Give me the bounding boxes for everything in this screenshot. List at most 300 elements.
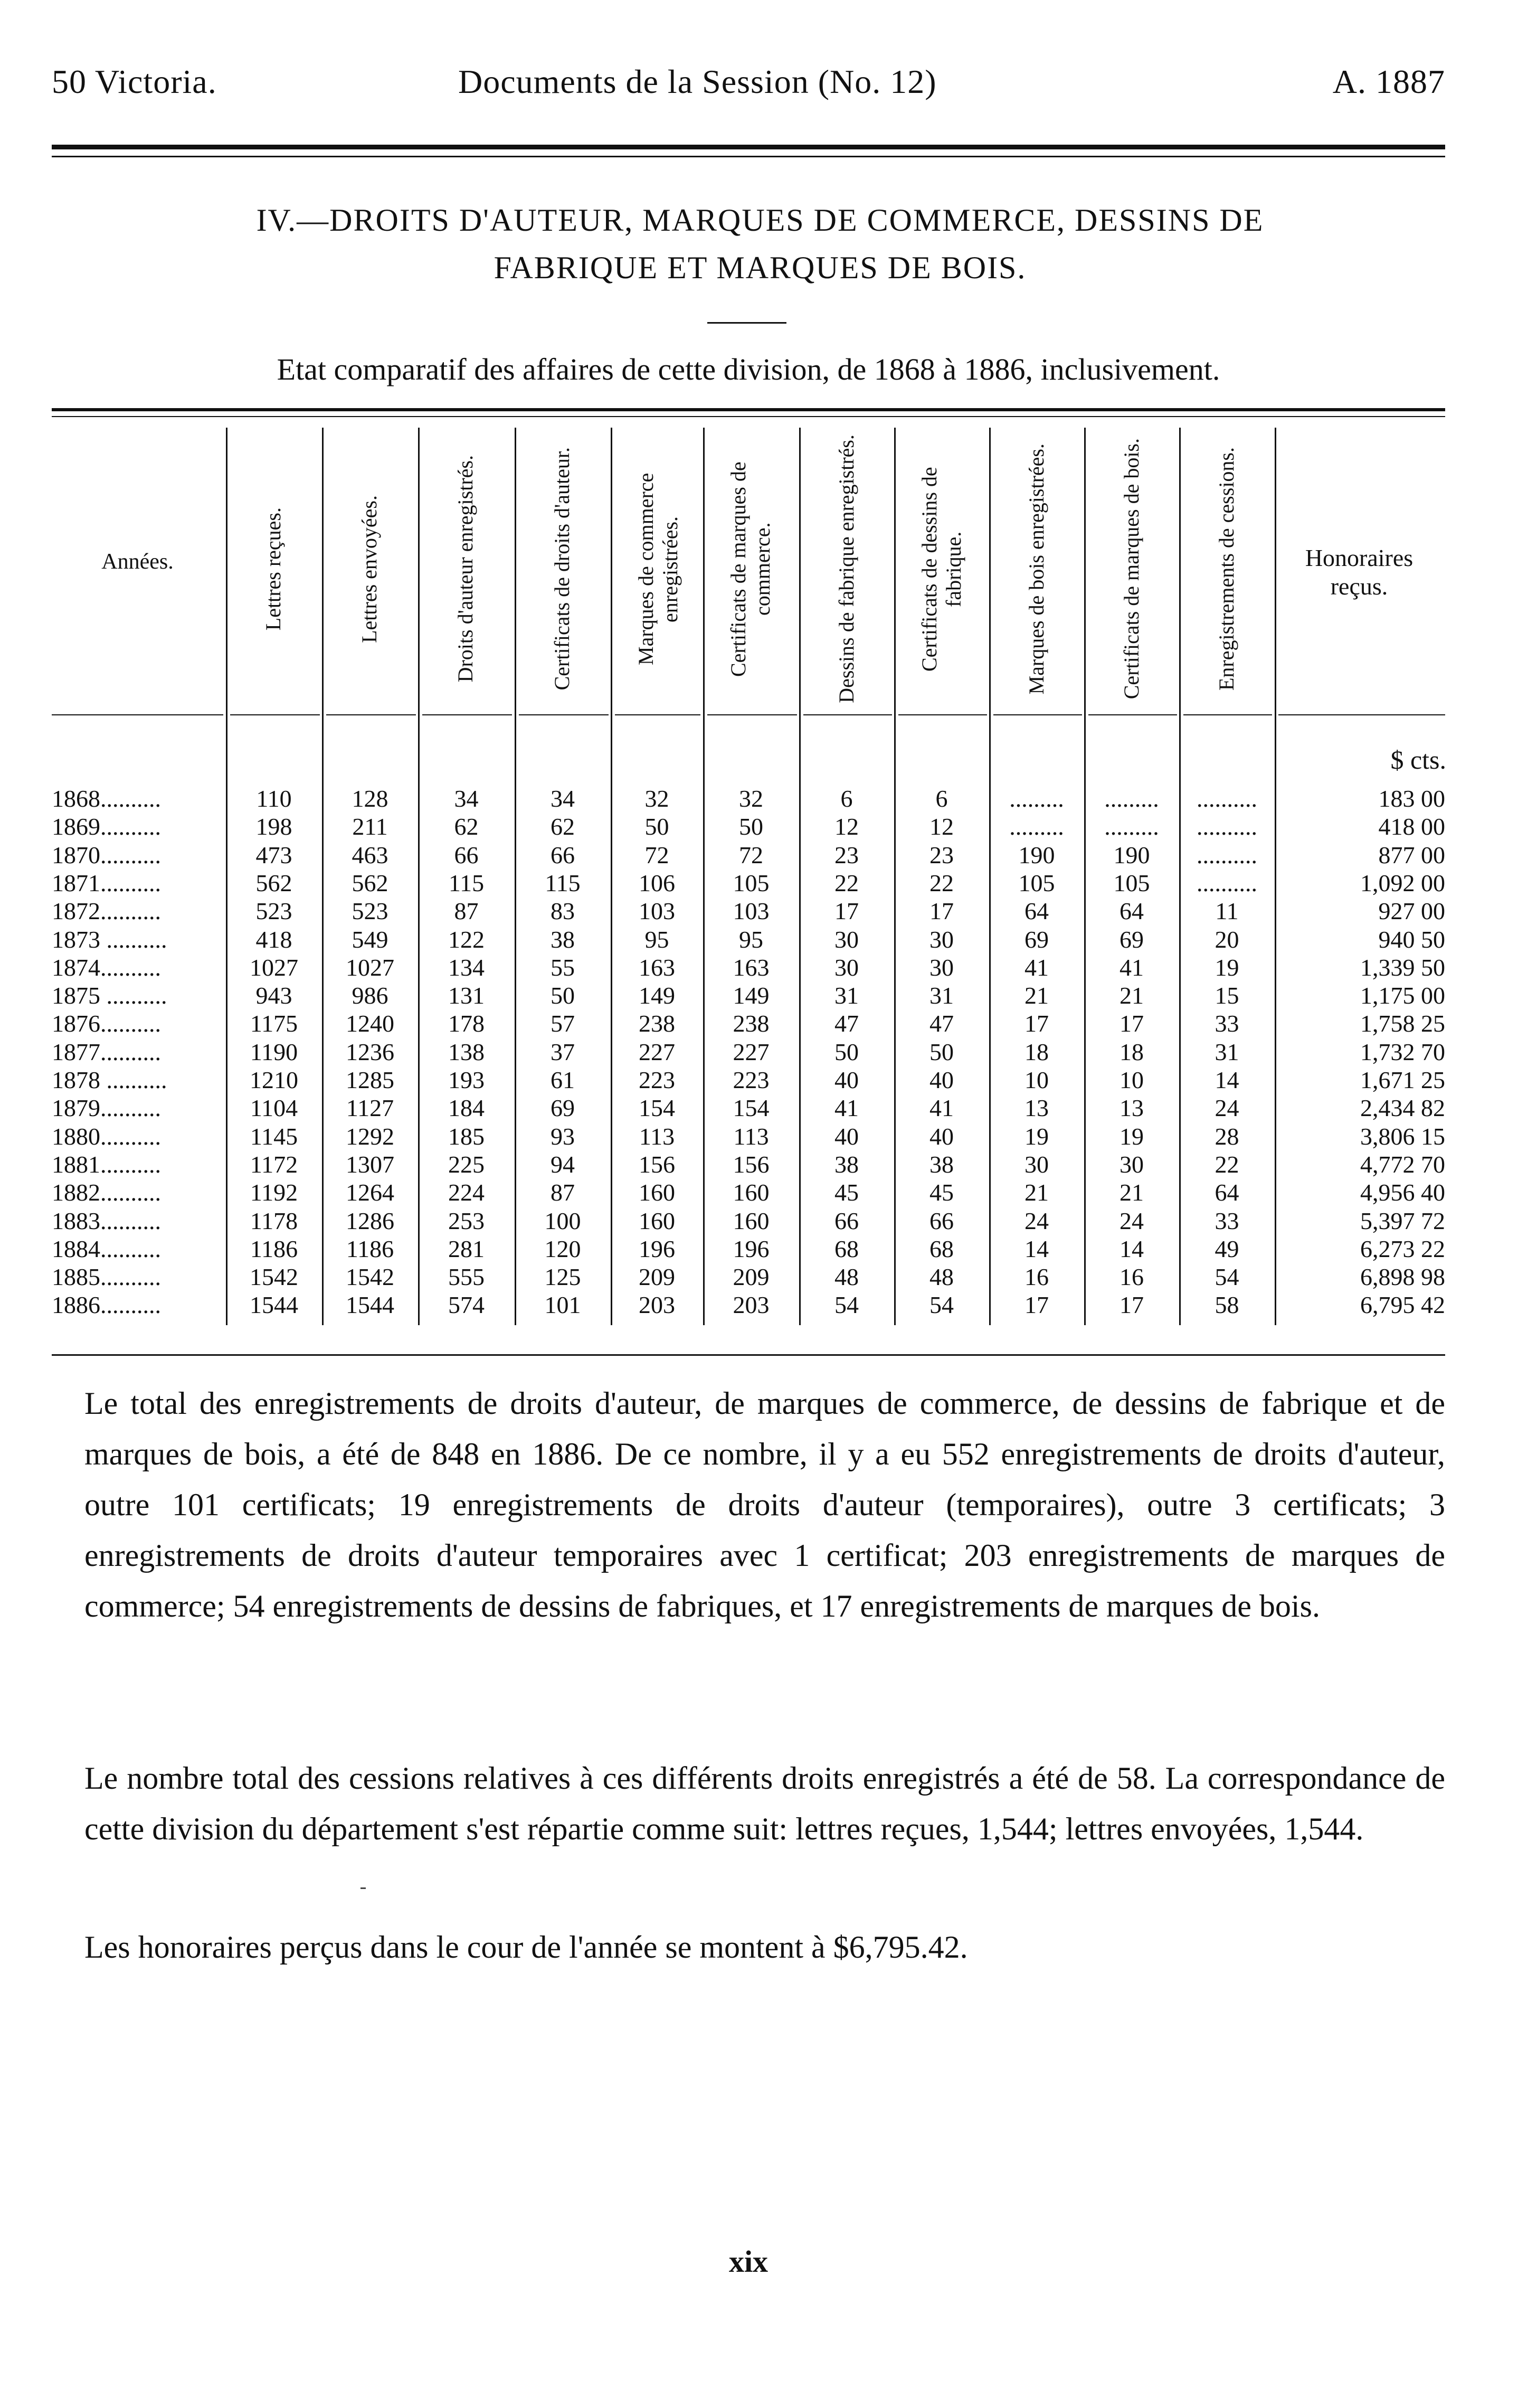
- table-cell: 163: [639, 954, 675, 981]
- table-cell: 160: [733, 1207, 770, 1234]
- years-column-header: Années.: [101, 550, 174, 574]
- column-header-label: Enregistrements de cessions.: [1215, 447, 1238, 691]
- table-cell: 1307: [346, 1151, 394, 1178]
- table-cell: ..........: [1197, 813, 1257, 840]
- table-cell: 6: [935, 785, 948, 812]
- year-cell: 1885..........: [52, 1263, 161, 1290]
- table-cell: 14: [1119, 1235, 1144, 1262]
- table-cell: 17: [929, 898, 954, 924]
- table-cell: 69: [551, 1094, 575, 1121]
- table-cell: 19: [1024, 1123, 1049, 1150]
- table-cell: 31: [834, 982, 859, 1009]
- header-underline: [1088, 714, 1177, 715]
- year-cell: 1875 ..........: [52, 982, 167, 1009]
- table-cell: 1544: [346, 1291, 394, 1318]
- table-cell: 10: [1024, 1066, 1049, 1093]
- table-cell: 38: [834, 1151, 859, 1178]
- table-cell: 50: [739, 813, 763, 840]
- column-header-label: Lettres reçues.: [261, 507, 285, 631]
- table-cell: 6: [840, 785, 853, 812]
- table-cell: 16: [1024, 1263, 1049, 1290]
- table-cell: 40: [929, 1066, 954, 1093]
- table-cell: 193: [448, 1066, 485, 1093]
- table-cell: 555: [448, 1263, 485, 1290]
- table-cell: 1192: [250, 1179, 298, 1206]
- table-cell: .........: [1104, 785, 1159, 812]
- table-bottom-rule: [52, 1354, 1445, 1356]
- table-cell: 32: [644, 785, 669, 812]
- table-cell: 14: [1215, 1066, 1239, 1093]
- year-cell: 1870..........: [52, 842, 161, 868]
- table-cell: 1175: [250, 1010, 298, 1037]
- fees-units: $ cts.: [1390, 745, 1446, 775]
- year-cell: 1873 ..........: [52, 926, 167, 953]
- table-cell: 1127: [346, 1094, 394, 1121]
- table-cell: 154: [639, 1094, 675, 1121]
- table-cell: 1236: [346, 1038, 394, 1065]
- table-cell: 64: [1215, 1179, 1239, 1206]
- fee-cell: 1,671 25: [1360, 1066, 1445, 1093]
- table-cell: 160: [733, 1179, 770, 1206]
- table-cell: 115: [448, 870, 485, 896]
- table-cell: 156: [733, 1151, 770, 1178]
- table-cell: 54: [1215, 1263, 1239, 1290]
- table-cell: 12: [834, 813, 859, 840]
- table-cell: 1285: [346, 1066, 394, 1093]
- table-cell: 549: [352, 926, 388, 953]
- table-cell: 523: [255, 898, 292, 924]
- table-cell: 156: [639, 1151, 675, 1178]
- page-number: xix: [728, 2244, 769, 2279]
- column-header-label: Certificats de dessins de fabrique.: [917, 466, 965, 672]
- table-cell: 87: [454, 898, 479, 924]
- year-cell: 1886..........: [52, 1291, 161, 1318]
- table-cell: 110: [256, 785, 292, 812]
- table-cell: 203: [639, 1291, 675, 1318]
- table-cell: 48: [834, 1263, 859, 1290]
- table-cell: 33: [1215, 1207, 1239, 1234]
- table-cell: 163: [733, 954, 770, 981]
- table-cell: 18: [1024, 1038, 1049, 1065]
- table-cell: 138: [448, 1038, 485, 1065]
- table-cell: 31: [1215, 1038, 1239, 1065]
- table-row: [0, 897, 1518, 926]
- table-cell: 196: [639, 1235, 675, 1262]
- table-cell: 68: [834, 1235, 859, 1262]
- table-cell: 49: [1215, 1235, 1239, 1262]
- column-header: [1187, 430, 1266, 707]
- column-header: [997, 430, 1076, 707]
- year-cell: 1880..........: [52, 1123, 161, 1150]
- fee-cell: 418 00: [1378, 813, 1445, 840]
- table-cell: 463: [352, 842, 388, 868]
- table-cell: 185: [448, 1123, 485, 1150]
- table-cell: 41: [1024, 954, 1049, 981]
- table-cell: 34: [454, 785, 479, 812]
- fee-cell: 4,772 70: [1360, 1151, 1445, 1178]
- table-cell: 1172: [250, 1151, 298, 1178]
- title-divider: [707, 322, 786, 324]
- fee-cell: 1,758 25: [1360, 1010, 1445, 1037]
- header-rule-thin: [52, 156, 1445, 157]
- table-cell: 106: [639, 870, 675, 896]
- column-header: [330, 430, 409, 707]
- year-cell: 1871..........: [52, 870, 161, 896]
- table-cell: 986: [352, 982, 388, 1009]
- table-cell: 23: [929, 842, 954, 868]
- table-cell: 55: [551, 954, 575, 981]
- fee-cell: 877 00: [1378, 842, 1445, 868]
- year-cell: 1884..........: [52, 1235, 161, 1262]
- table-cell: 68: [929, 1235, 954, 1262]
- header-underline: [803, 714, 892, 715]
- table-row: [0, 926, 1518, 954]
- fee-cell: 1,339 50: [1360, 954, 1445, 981]
- year-cell: 1882..........: [52, 1179, 161, 1206]
- table-cell: .........: [1104, 813, 1159, 840]
- table-cell: 30: [834, 926, 859, 953]
- header-underline: [707, 714, 797, 715]
- table-cell: 50: [644, 813, 669, 840]
- column-header-label: Certificats de marques de commerce.: [726, 461, 774, 677]
- table-row: [0, 1235, 1518, 1263]
- table-cell: 190: [1113, 842, 1150, 868]
- table-cell: 93: [551, 1123, 575, 1150]
- column-header: [523, 430, 602, 707]
- header-center: Documents de la Session (No. 12): [458, 63, 937, 100]
- table-cell: 69: [1119, 926, 1144, 953]
- table-cell: 31: [929, 982, 954, 1009]
- table-cell: 41: [1119, 954, 1144, 981]
- table-cell: 149: [733, 982, 770, 1009]
- table-cell: 418: [255, 926, 292, 953]
- table-cell: 19: [1119, 1123, 1144, 1150]
- section-title: [137, 196, 1383, 291]
- fee-cell: 3,806 15: [1360, 1123, 1445, 1150]
- table-cell: 41: [929, 1094, 954, 1121]
- table-cell: 122: [448, 926, 485, 953]
- running-header: [52, 62, 1445, 105]
- header-underline: [615, 714, 700, 715]
- table-cell: 17: [1119, 1010, 1144, 1037]
- table-cell: 13: [1119, 1094, 1144, 1121]
- table-row: [0, 1178, 1518, 1207]
- year-cell: 1874..........: [52, 954, 161, 981]
- table-cell: 1145: [250, 1123, 298, 1150]
- table-cell: 24: [1215, 1094, 1239, 1121]
- column-header: [807, 430, 886, 707]
- fee-cell: 1,732 70: [1360, 1038, 1445, 1065]
- table-row: [0, 813, 1518, 841]
- table-cell: 66: [834, 1207, 859, 1234]
- fee-cell: 6,898 98: [1360, 1263, 1445, 1290]
- header-underline: [52, 714, 223, 715]
- header-underline: [1183, 714, 1272, 715]
- fee-cell: 927 00: [1378, 898, 1445, 924]
- table-cell: 64: [1024, 898, 1049, 924]
- column-header: [711, 430, 790, 707]
- table-cell: 50: [551, 982, 575, 1009]
- table-cell: 574: [448, 1291, 485, 1318]
- table-cell: 227: [733, 1038, 770, 1065]
- table-cell: 238: [733, 1010, 770, 1037]
- table-cell: 13: [1024, 1094, 1049, 1121]
- table-cell: 30: [929, 954, 954, 981]
- column-header-label: Lettres envoyées.: [357, 495, 381, 643]
- table-cell: 1286: [346, 1207, 394, 1234]
- table-cell: 34: [551, 785, 575, 812]
- table-cell: 45: [834, 1179, 859, 1206]
- table-cell: 20: [1215, 926, 1239, 953]
- table-row: [0, 981, 1518, 1010]
- table-cell: 120: [544, 1235, 581, 1262]
- table-cell: 131: [448, 982, 485, 1009]
- table-row: [0, 1038, 1518, 1066]
- table-cell: 30: [929, 926, 954, 953]
- table-cell: 83: [551, 898, 575, 924]
- year-cell: 1877..........: [52, 1038, 161, 1065]
- table-cell: 19: [1215, 954, 1239, 981]
- table-cell: 209: [733, 1263, 770, 1290]
- header-underline: [898, 714, 987, 715]
- table-cell: 24: [1024, 1207, 1049, 1234]
- table-cell: 94: [551, 1151, 575, 1178]
- table-cell: 21: [1119, 982, 1144, 1009]
- table-cell: 184: [448, 1094, 485, 1121]
- table-cell: 37: [551, 1038, 575, 1065]
- table-cell: 30: [834, 954, 859, 981]
- column-header-label: Dessins de fabrique enregistrés.: [834, 435, 858, 703]
- table-cell: 10: [1119, 1066, 1144, 1093]
- table-cell: 1190: [250, 1038, 298, 1065]
- table-cell: 17: [1024, 1291, 1049, 1318]
- table-cell: 160: [639, 1179, 675, 1206]
- table-cell: 562: [352, 870, 388, 896]
- table-cell: 160: [639, 1207, 675, 1234]
- table-cell: 32: [739, 785, 763, 812]
- table-cell: 33: [1215, 1010, 1239, 1037]
- header-underline: [326, 714, 416, 715]
- table-cell: 17: [834, 898, 859, 924]
- table-cell: 103: [639, 898, 675, 924]
- table-caption: Etat comparatif des affaires de cette division, de 1868 à 1886, inclusivement.: [277, 352, 1220, 386]
- table-cell: 24: [1119, 1207, 1144, 1234]
- table-cell: 1542: [250, 1263, 298, 1290]
- table-cell: 21: [1024, 1179, 1049, 1206]
- fee-cell: 940 50: [1378, 926, 1445, 953]
- table-cell: 72: [739, 842, 763, 868]
- table-row: [0, 841, 1518, 870]
- year-cell: 1869..........: [52, 813, 161, 840]
- table-cell: 223: [639, 1066, 675, 1093]
- table-cell: 105: [1113, 870, 1150, 896]
- table-cell: 1292: [346, 1123, 394, 1150]
- fee-cell: 1,092 00: [1360, 870, 1445, 896]
- year-cell: 1872..........: [52, 898, 161, 924]
- table-top-rule: [52, 408, 1445, 411]
- table-row: [0, 1150, 1518, 1179]
- table-cell: 149: [639, 982, 675, 1009]
- table-cell: 1178: [250, 1207, 298, 1234]
- table-cell: 22: [1215, 1151, 1239, 1178]
- table-cell: 22: [834, 870, 859, 896]
- table-cell: 30: [1119, 1151, 1144, 1178]
- table-cell: 69: [1024, 926, 1049, 953]
- table-cell: 128: [352, 785, 388, 812]
- table-cell: 57: [551, 1010, 575, 1037]
- table-cell: 1544: [250, 1291, 298, 1318]
- table-cell: 48: [929, 1263, 954, 1290]
- table-cell: 11: [1215, 898, 1239, 924]
- table-cell: 113: [639, 1123, 675, 1150]
- table-cell: 12: [929, 813, 954, 840]
- table-cell: 224: [448, 1179, 485, 1206]
- table-cell: 225: [448, 1151, 485, 1178]
- header-left: 50 Victoria.: [52, 63, 217, 100]
- table-cell: 38: [929, 1151, 954, 1178]
- table-cell: 1542: [346, 1263, 394, 1290]
- column-header-label: Certificats de marques de bois.: [1119, 438, 1143, 700]
- table-cell: 50: [929, 1038, 954, 1065]
- paragraph-totals: Le total des enregistrements de droits d'auteur, de marques de commerce, de dessins de fabrique et de marques de bois, a été de 848 en 1886. De ce nombre, il y a eu 552 enregistrements de droits d'auteur, outre 101 certificats; 19 enregistrements de droits d'auteur (temporaires), outre 3 certificats; 3 enregistrements de droits d'auteur temporaires avec 1 certificat; 203 enregistrements de marques de commerce; 54 enregistrements de dessins de fabriques, et 17 enregistrements de marques de bois.: [84, 1386, 1445, 1623]
- column-header: [902, 430, 981, 707]
- table-cell: 23: [834, 842, 859, 868]
- year-cell: 1883..........: [52, 1207, 161, 1234]
- table-cell: 66: [551, 842, 575, 868]
- table-cell: 64: [1119, 898, 1144, 924]
- fee-cell: 6,273 22: [1360, 1235, 1445, 1262]
- table-cell: 103: [733, 898, 770, 924]
- table-cell: 196: [733, 1235, 770, 1262]
- table-cell: 40: [834, 1066, 859, 1093]
- column-header: [619, 430, 698, 707]
- table-cell: 30: [1024, 1151, 1049, 1178]
- table-row: [0, 785, 1518, 813]
- header-underline: [993, 714, 1082, 715]
- table-cell: 21: [1024, 982, 1049, 1009]
- table-top-rule-thin: [52, 416, 1445, 417]
- header-underline: [422, 714, 512, 715]
- year-cell: 1881..........: [52, 1151, 161, 1178]
- table-cell: 523: [352, 898, 388, 924]
- year-cell: 1878 ..........: [52, 1066, 167, 1093]
- table-cell: 58: [1215, 1291, 1239, 1318]
- table-cell: 105: [1018, 870, 1055, 896]
- header-rule-thick: [52, 145, 1445, 149]
- column-header: [426, 430, 505, 707]
- table-cell: 62: [551, 813, 575, 840]
- table-cell: 115: [545, 870, 581, 896]
- table-cell: 87: [551, 1179, 575, 1206]
- column-header: [1092, 430, 1171, 707]
- table-cell: 16: [1119, 1263, 1144, 1290]
- table-cell: .........: [1009, 813, 1064, 840]
- table-cell: 1210: [250, 1066, 298, 1093]
- table-row: [0, 1094, 1518, 1122]
- stray-mark: [360, 1887, 366, 1889]
- table-cell: 50: [834, 1038, 859, 1065]
- table-cell: 1186: [250, 1235, 298, 1262]
- table-cell: 190: [1018, 842, 1055, 868]
- table-cell: 45: [929, 1179, 954, 1206]
- table-cell: 40: [834, 1123, 859, 1150]
- year-cell: 1879..........: [52, 1094, 161, 1121]
- fee-cell: 4,956 40: [1360, 1179, 1445, 1206]
- table-cell: 62: [454, 813, 479, 840]
- column-header-label: Certificats de droits d'auteur.: [550, 447, 574, 691]
- paragraph-cessions: Le nombre total des cessions relatives à ces différents droits enregistrés a été de 58. La correspondance de cette division du département s'est répartie comme suit: lettres reçues, 1,544; lettres envoyées, 1,544.: [84, 1761, 1445, 1846]
- fee-cell: 2,434 82: [1360, 1094, 1445, 1121]
- column-header-label: Marques de bois enregistrées.: [1024, 443, 1048, 695]
- table-cell: 17: [1119, 1291, 1144, 1318]
- table-cell: 61: [551, 1066, 575, 1093]
- table-cell: 66: [454, 842, 479, 868]
- table-cell: ..........: [1197, 785, 1257, 812]
- table-cell: 203: [733, 1291, 770, 1318]
- table-cell: ..........: [1197, 842, 1257, 868]
- table-cell: 1104: [250, 1094, 298, 1121]
- table-cell: 17: [1024, 1010, 1049, 1037]
- table-cell: 40: [929, 1123, 954, 1150]
- table-cell: 125: [544, 1263, 581, 1290]
- table-cell: 100: [544, 1207, 581, 1234]
- table-row: [0, 1122, 1518, 1151]
- fees-column-header: Honoraires reçus.: [1305, 544, 1413, 600]
- table-cell: 113: [733, 1123, 769, 1150]
- table-row: [0, 1066, 1518, 1094]
- table-cell: 227: [639, 1038, 675, 1065]
- section-title-line2: FABRIQUE ET MARQUES DE BOIS.: [494, 250, 1027, 285]
- table-cell: 95: [739, 926, 763, 953]
- table-cell: 47: [834, 1010, 859, 1037]
- table-cell: 238: [639, 1010, 675, 1037]
- table-cell: 28: [1215, 1123, 1239, 1150]
- table-cell: 1240: [346, 1010, 394, 1037]
- table-row: [0, 1009, 1518, 1038]
- section-title-line1: IV.—DROITS D'AUTEUR, MARQUES DE COMMERCE, DESSINS DE: [256, 203, 1264, 238]
- table-cell: 198: [255, 813, 292, 840]
- table-cell: 95: [644, 926, 669, 953]
- table-cell: 101: [544, 1291, 581, 1318]
- table-cell: 105: [733, 870, 770, 896]
- table-cell: 1264: [346, 1179, 394, 1206]
- header-underline: [1278, 714, 1445, 715]
- table-cell: 54: [929, 1291, 954, 1318]
- header-right: A. 1887: [1332, 63, 1445, 100]
- table-cell: .........: [1009, 785, 1064, 812]
- table-cell: 223: [733, 1066, 770, 1093]
- table-cell: 253: [448, 1207, 485, 1234]
- table-cell: 134: [448, 954, 485, 981]
- table-cell: 41: [834, 1094, 859, 1121]
- column-header-label: Marques de commerce enregistrées.: [634, 473, 682, 665]
- table-cell: 943: [255, 982, 292, 1009]
- table-cell: 18: [1119, 1038, 1144, 1065]
- column-header-label: Droits d'auteur enregistrés.: [453, 455, 477, 683]
- table-cell: ..........: [1197, 870, 1257, 896]
- header-underline: [519, 714, 609, 715]
- table-row: [0, 1291, 1518, 1319]
- table-cell: 54: [834, 1291, 859, 1318]
- table-cell: 47: [929, 1010, 954, 1037]
- table-cell: 178: [448, 1010, 485, 1037]
- table-cell: 211: [352, 813, 388, 840]
- table-cell: 154: [733, 1094, 770, 1121]
- table-cell: 1027: [250, 954, 298, 981]
- year-cell: 1876..........: [52, 1010, 161, 1037]
- year-cell: 1868..........: [52, 785, 161, 812]
- table-cell: 14: [1024, 1235, 1049, 1262]
